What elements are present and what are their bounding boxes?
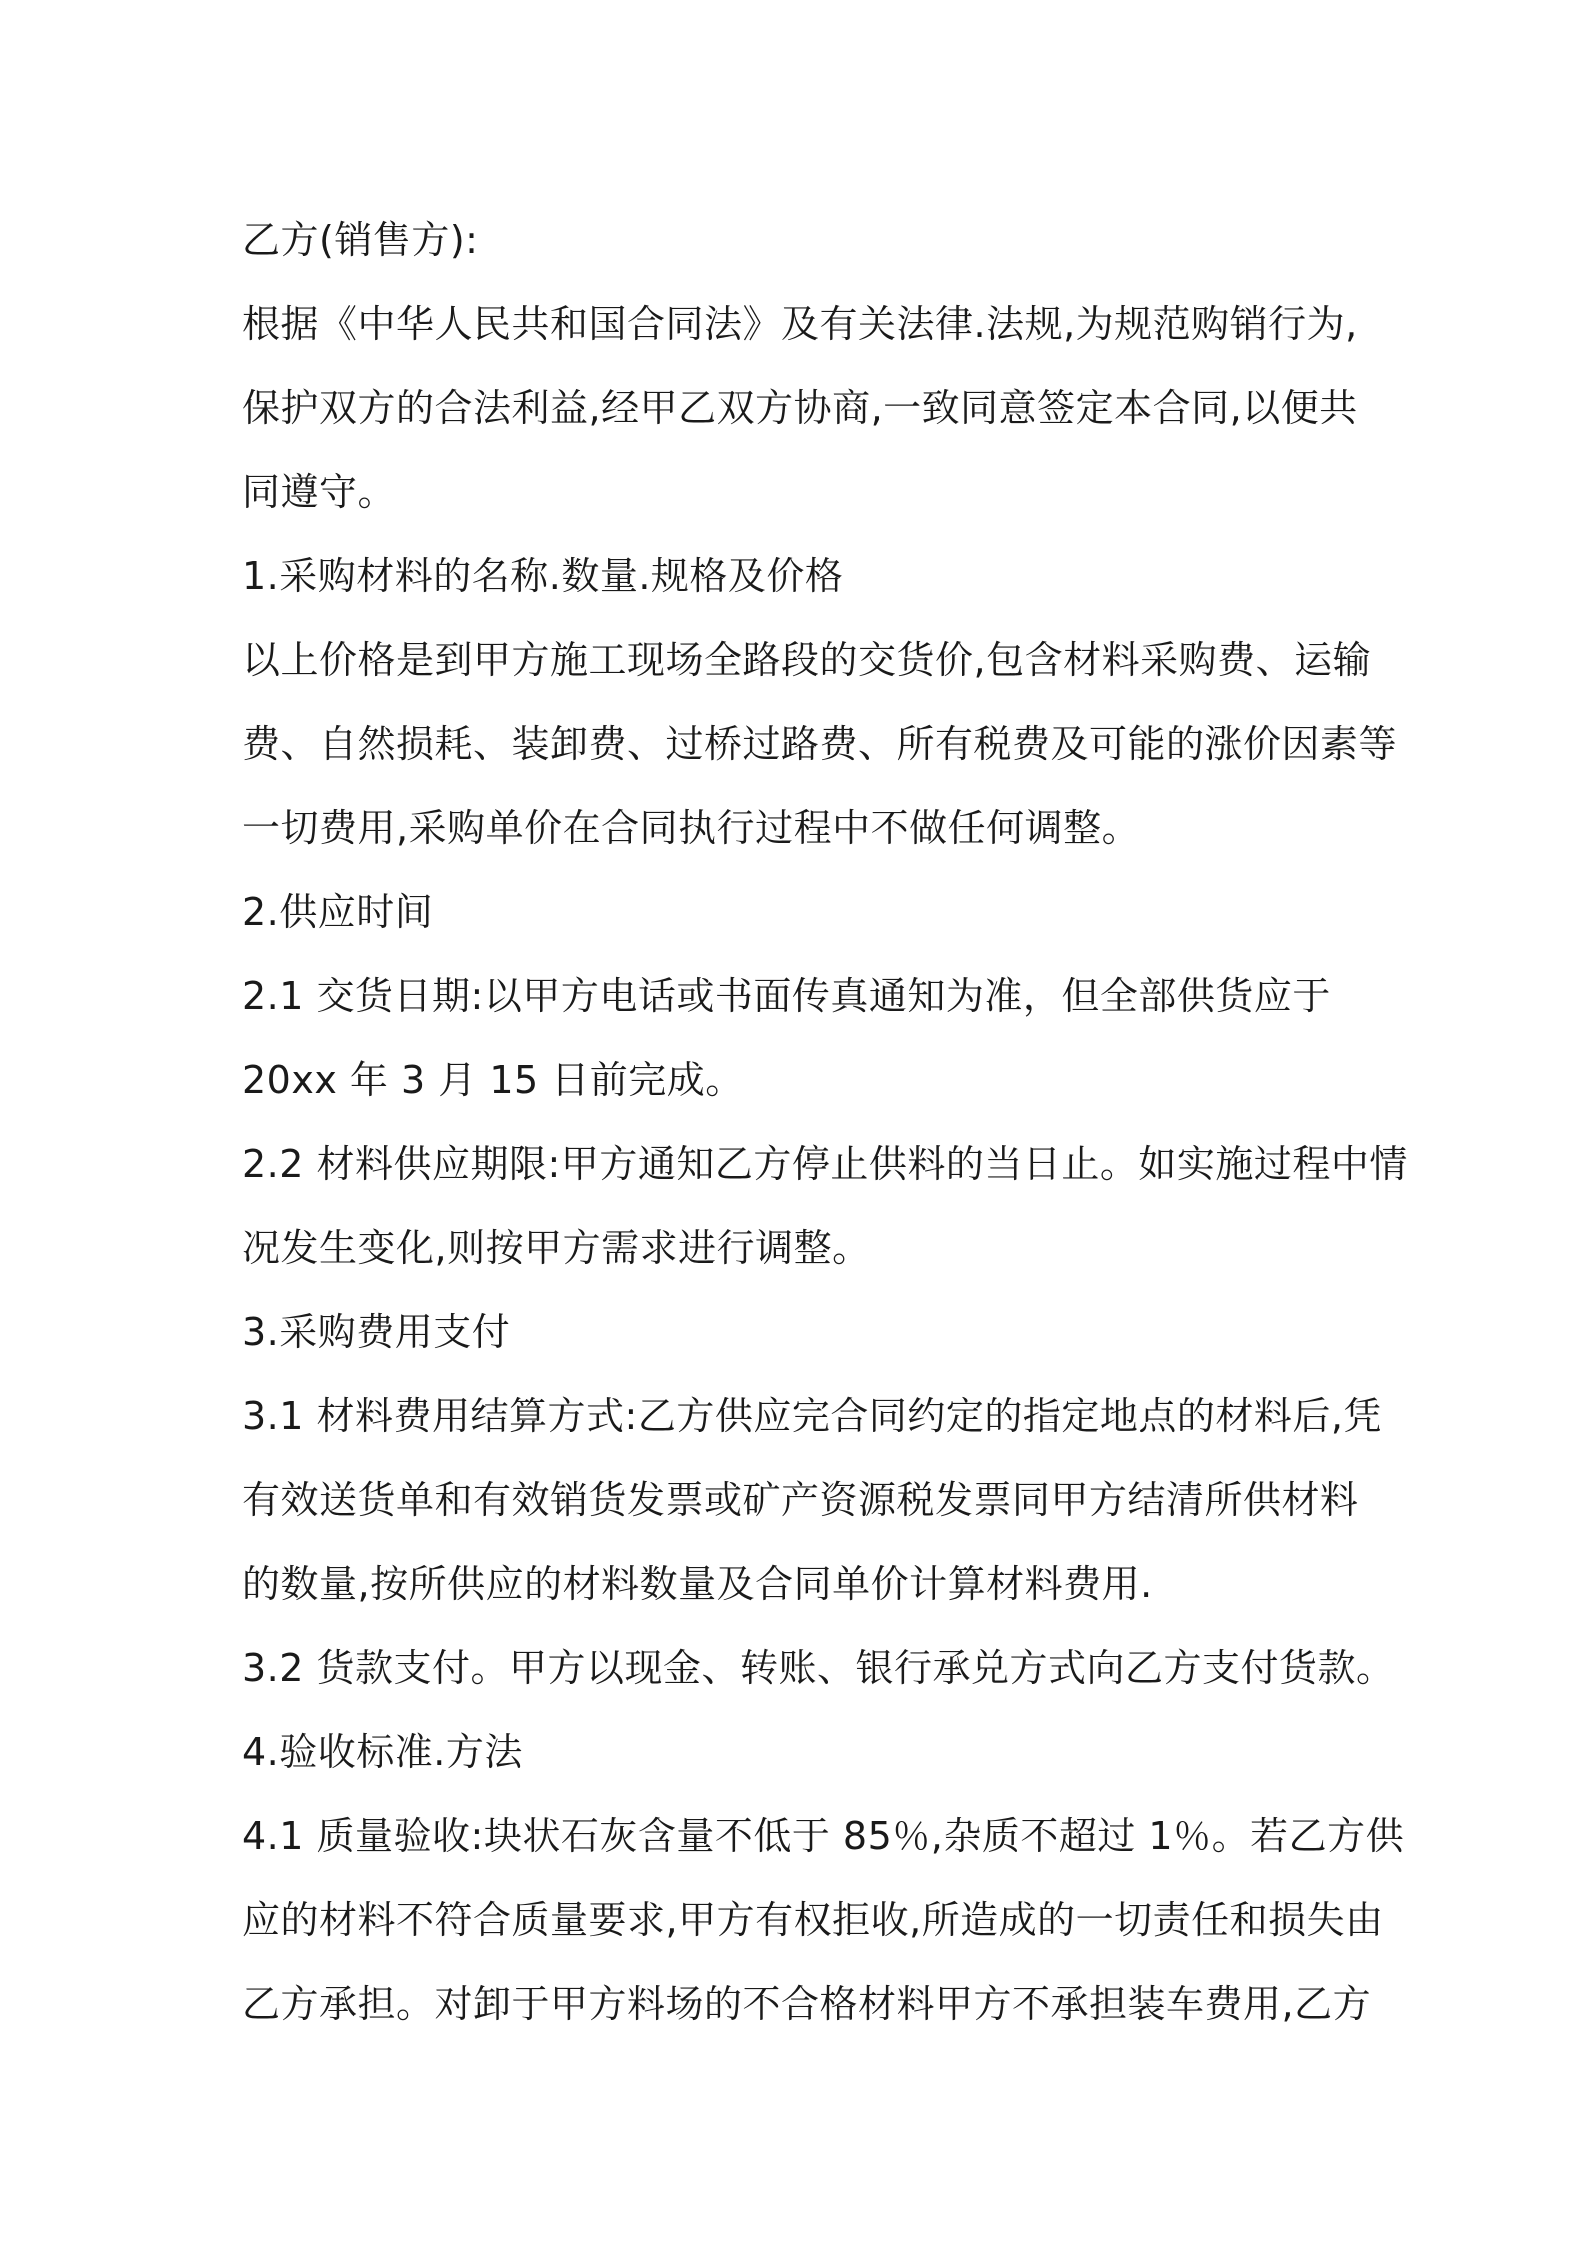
paragraph-line: 以上价格是到甲方施工现场全路段的交货价,包含材料采购费、运输 — [242, 638, 1372, 682]
clause-line: 4.1 质量验收:块状石灰含量不低于 85％,杂质不超过 1％。若乙方供 — [242, 1814, 1405, 1858]
clause-line: 20xx 年 3 月 15 日前完成。 — [242, 1058, 744, 1102]
clause-line: 的数量,按所供应的材料数量及合同单价计算材料费用. — [242, 1562, 1153, 1606]
paragraph-line: 一切费用,采购单价在合同执行过程中不做任何调整。 — [242, 806, 1141, 850]
preamble-line: 根据《中华人民共和国合同法》及有关法律.法规,为规范购销行为, — [242, 302, 1358, 346]
clause-line: 况发生变化,则按甲方需求进行调整。 — [242, 1226, 871, 1270]
clause-line: 2.1 交货日期:以甲方电话或书面传真通知为准，但全部供货应于 — [242, 974, 1331, 1018]
clause-line: 3.1 材料费用结算方式:乙方供应完合同约定的指定地点的材料后,凭 — [242, 1394, 1382, 1438]
clause-line: 乙方承担。对卸于甲方料场的不合格材料甲方不承担装车费用,乙方 — [242, 1982, 1372, 2026]
paragraph-line: 费、自然损耗、装卸费、过桥过路费、所有税费及可能的涨价因素等 — [242, 722, 1398, 766]
clause-line: 3.2 货款支付。甲方以现金、转账、银行承兑方式向乙方支付货款。 — [242, 1646, 1395, 1690]
section-heading: 4.验收标准.方法 — [242, 1730, 523, 1774]
section-heading: 2.供应时间 — [242, 890, 434, 934]
preamble-line: 保护双方的合法利益,经甲乙双方协商,一致同意签定本合同,以便共 — [242, 386, 1358, 430]
clause-line: 2.2 材料供应期限:甲方通知乙方停止供料的当日止。如实施过程中情 — [242, 1142, 1408, 1186]
document-body — [242, 198, 1408, 2046]
section-heading: 3.采购费用支付 — [242, 1310, 511, 1354]
section-heading: 1.采购材料的名称.数量.规格及价格 — [242, 554, 844, 598]
preamble-line: 同遵守。 — [242, 470, 397, 514]
party-b-label: 乙方(销售方): — [242, 218, 479, 262]
clause-line: 有效送货单和有效销货发票或矿产资源税发票同甲方结清所供材料 — [242, 1478, 1359, 1522]
clause-line: 应的材料不符合质量要求,甲方有权拒收,所造成的一切责任和损失由 — [242, 1898, 1384, 1942]
